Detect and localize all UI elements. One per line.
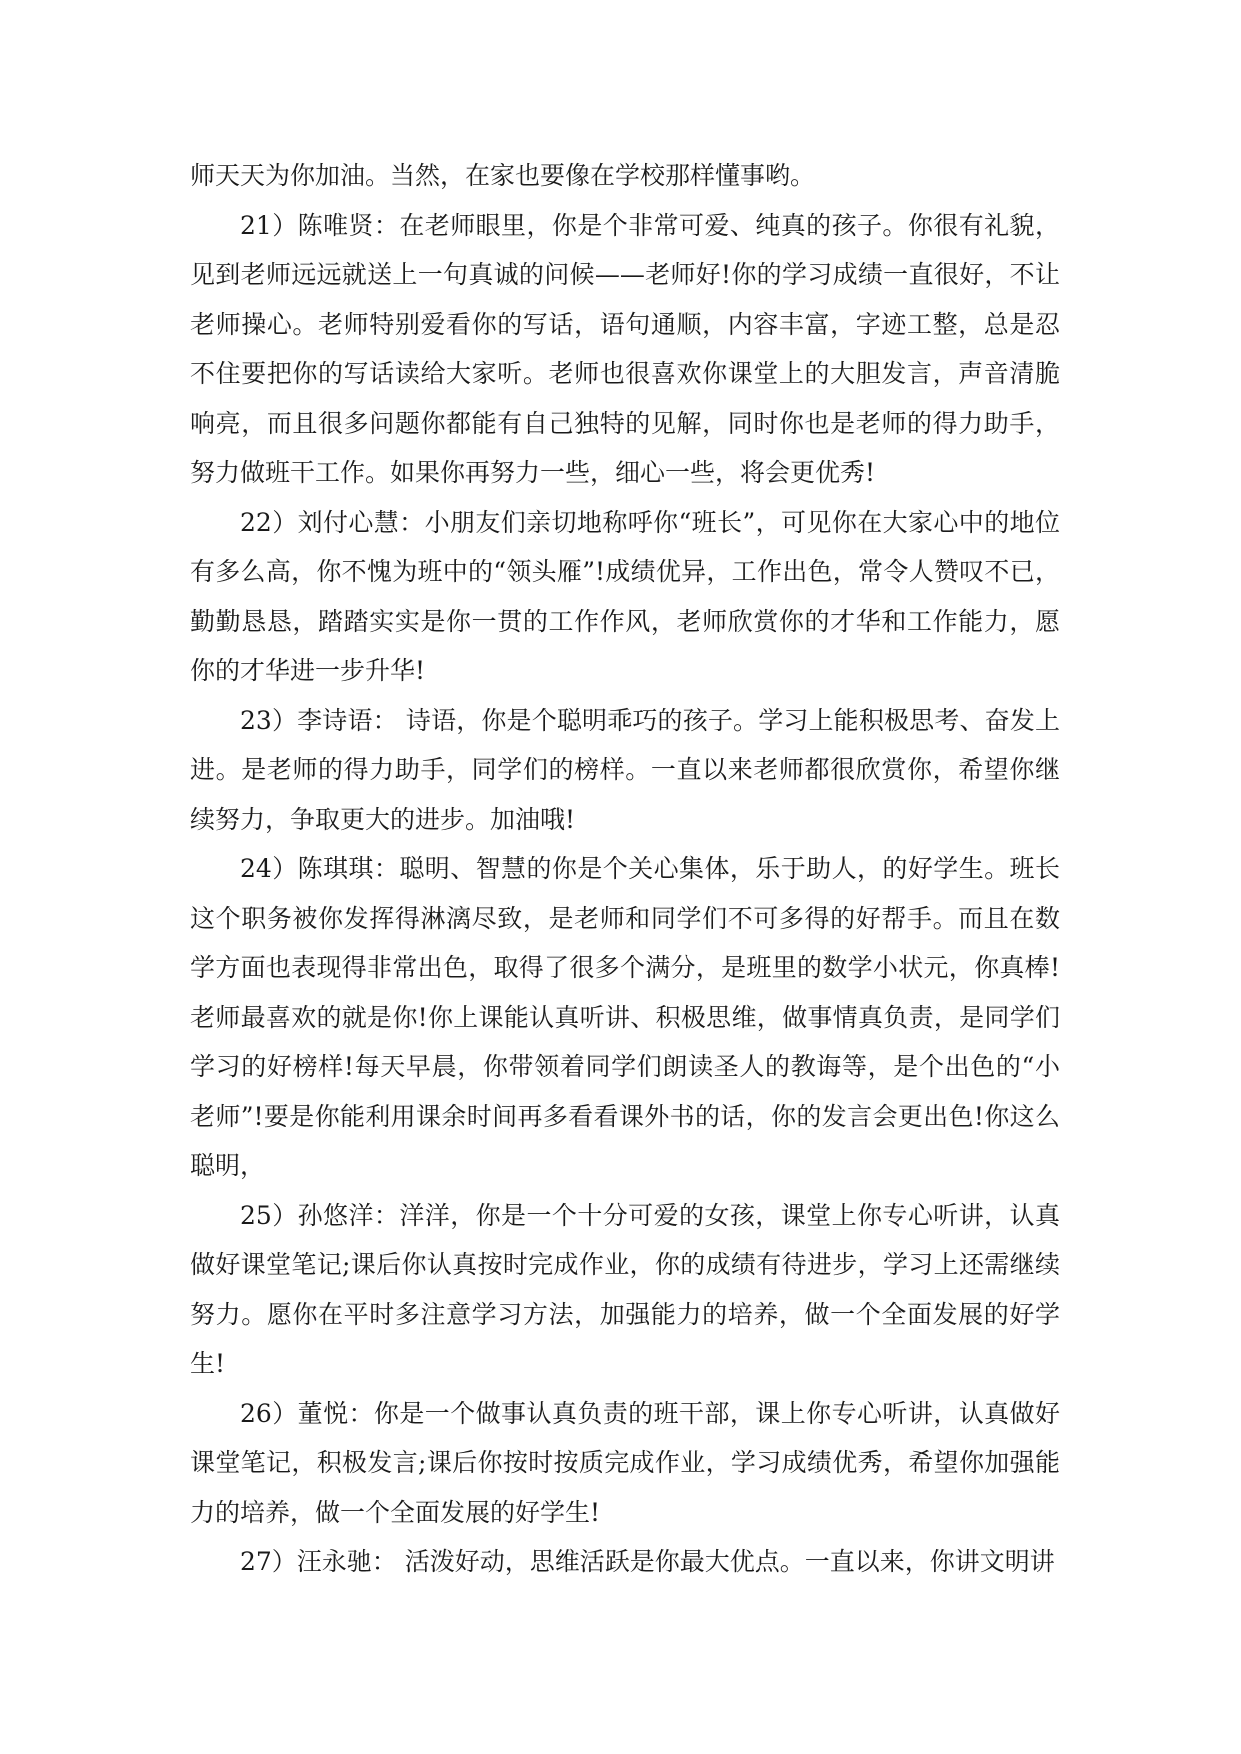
comment-23-li-shiyu: 23）李诗语： 诗语，你是个聪明乖巧的孩子。学习上能积极思考、奋发上进。是老师的得力助手，同学们的榜样。一直以来老师都很欣赏你，希望你继续努力，争取更大的进步。加油哦! — [190, 705, 1060, 834]
comment-21-chen-weixian: 21）陈唯贤：在老师眼里，你是个非常可爱、纯真的孩子。你很有礼貌，见到老师远远就送上一句真诚的问候——老师好!你的学习成绩一直很好，不让老师操心。老师特别爱看你的写话，语句通顺，内容丰富，字迹工整，总是忍不住要把你的写话读给大家听。老师也很喜欢你课堂上的大胆发言，声音清脆响亮，而且很多问题你都能有自己独特的见解，同时你也是老师的得力助手，努力做班干工作。如果你再努力一些，细心一些，将会更优秀! — [190, 210, 1060, 487]
comment-27-wang-yongchi: 27）汪永驰： 活泼好动，思维活跃是你最大优点。一直以来，你讲文明讲 — [240, 1547, 1055, 1576]
comment-22-liufu-xinhui: 22）刘付心慧：小朋友们亲切地称呼你“班长”，可见你在大家心中的地位有多么高，你不愧为班中的“领头雁”!成绩优异，工作出色，常令人赞叹不已，勤勤恳恳，踏踏实实是你一贯的工作作风，老师欣赏你的才华和工作能力，愿你的才华进一步升华! — [190, 507, 1060, 685]
document-body — [190, 151, 1060, 1587]
comment-26-dong-yue: 26）董悦：你是一个做事认真负责的班干部，课上你专心听讲，认真做好课堂笔记，积极发言;课后你按时按质完成作业，学习成绩优秀，希望你加强能力的培养，做一个全面发展的好学生! — [190, 1398, 1060, 1527]
comment-25-sun-youyang: 25）孙悠洋：洋洋，你是一个十分可爱的女孩，课堂上你专心听讲，认真做好课堂笔记;课后你认真按时完成作业，你的成绩有待进步，学习上还需继续努力。愿你在平时多注意学习方法，加强能力的培养，做一个全面发展的好学生! — [190, 1200, 1060, 1378]
paragraph-continuation: 师天天为你加油。当然，在家也要像在学校那样懂事哟。 — [190, 161, 816, 190]
comment-24-chen-qiqi: 24）陈琪琪：聪明、智慧的你是个关心集体，乐于助人，的好学生。班长这个职务被你发挥得淋漓尽致，是老师和同学们不可多得的好帮手。而且在数学方面也表现得非常出色，取得了很多个满分，是班里的数学小状元，你真棒!老师最喜欢的就是你!你上课能认真听讲、积极思维，做事情真负责，是同学们学习的好榜样!每天早晨，你带领着同学们朗读圣人的教诲等，是个出色的“小老师”!要是你能利用课余时间再多看看课外书的话，你的发言会更出色!你这么聪明， — [190, 854, 1060, 1180]
